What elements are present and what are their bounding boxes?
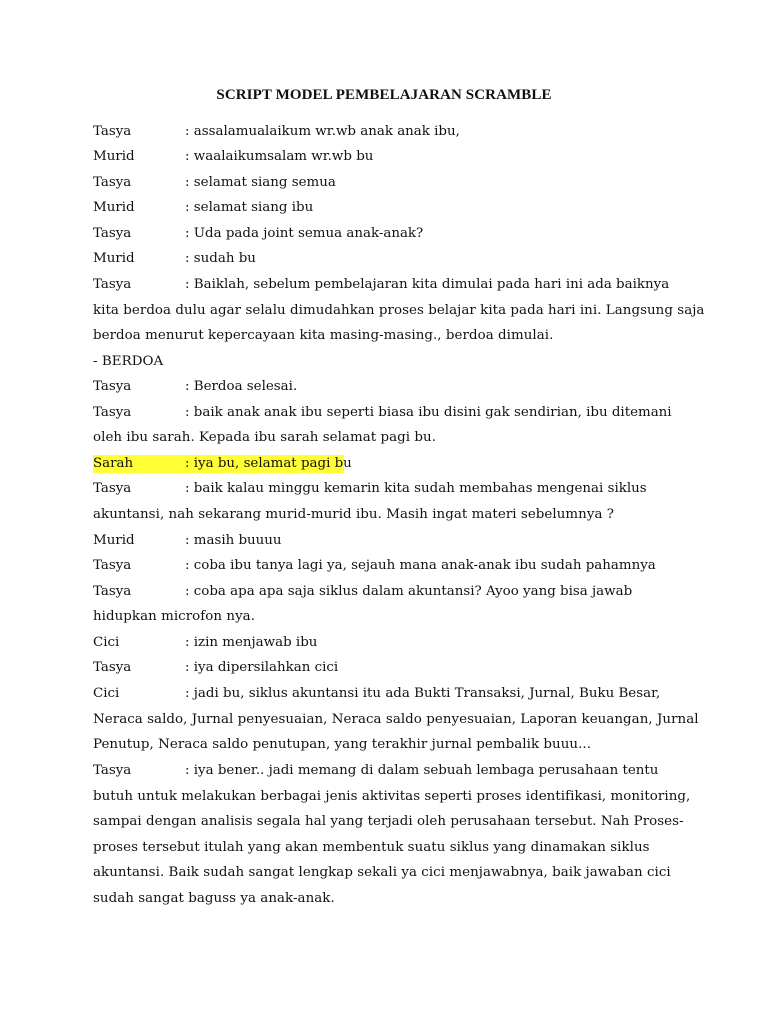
continuation-line: berdoa menurut kepercayaan kita masing-masing., berdoa dimulai.	[93, 328, 554, 343]
speaker-name: Murid	[93, 533, 135, 548]
speaker-name: Tasya	[93, 175, 132, 190]
speech-text: : coba ibu tanya lagi ya, sejauh mana anak-anak ibu sudah pahamnya	[185, 558, 656, 573]
continuation-line: sudah sangat baguss ya anak-anak.	[93, 891, 335, 906]
continuation-line: sampai dengan analisis segala hal yang terjadi oleh perusahaan tersebut. Nah Proses-	[93, 814, 684, 829]
speaker-name: Tasya	[93, 763, 132, 778]
document-title: SCRIPT MODEL PEMBELAJARAN SCRAMBLE	[216, 87, 552, 103]
speaker-name: Tasya	[93, 558, 132, 573]
speech-text: : iya bu, selamat pagi bu	[185, 456, 352, 471]
speaker-name: Tasya	[93, 277, 132, 292]
continuation-line: Neraca saldo, Jurnal penyesuaian, Neraca saldo penyesuaian, Laporan keuangan, Jurnal	[93, 712, 699, 727]
speech-text: : baik kalau minggu kemarin kita sudah membahas mengenai siklus	[185, 481, 647, 496]
speech-text: : baik anak anak ibu seperti biasa ibu disini gak sendirian, ibu ditemani	[185, 405, 672, 420]
speaker-name: Tasya	[93, 124, 132, 139]
speaker-name: Murid	[93, 149, 135, 164]
continuation-line: akuntansi, nah sekarang murid-murid ibu. Masih ingat materi sebelumnya ?	[93, 507, 615, 522]
speaker-name: Murid	[93, 200, 135, 215]
speech-text: : iya bener.. jadi memang di dalam sebuah lembaga perusahaan tentu	[185, 763, 659, 778]
speech-text: : Uda pada joint semua anak-anak?	[185, 226, 424, 241]
speech-text: : selamat siang semua	[185, 175, 336, 190]
speaker-name: Cici	[93, 635, 120, 650]
speech-text: : jadi bu, siklus akuntansi itu ada Bukti Transaksi, Jurnal, Buku Besar,	[185, 686, 661, 701]
speaker-name: Tasya	[93, 379, 132, 394]
speaker-name: Tasya	[93, 405, 132, 420]
continuation-line: Penutup, Neraca saldo penutupan, yang terakhir jurnal pembalik buuu...	[93, 737, 591, 752]
speaker-name: Murid	[93, 251, 135, 266]
speech-text: : masih buuuu	[185, 533, 282, 548]
continuation-line: akuntansi. Baik sudah sangat lengkap sekali ya cici menjawabnya, baik jawaban cici	[93, 865, 671, 880]
speaker-name: Tasya	[93, 584, 132, 599]
continuation-line: kita berdoa dulu agar selalu dimudahkan proses belajar kita pada hari ini. Langsung saja	[93, 303, 705, 318]
speech-text: : Berdoa selesai.	[185, 379, 298, 394]
speaker-name: Tasya	[93, 660, 132, 675]
continuation-line: oleh ibu sarah. Kepada ibu sarah selamat pagi bu.	[93, 430, 437, 445]
continuation-line: hidupkan microfon nya.	[93, 609, 256, 624]
speech-text: : coba apa apa saja siklus dalam akuntansi? Ayoo yang bisa jawab	[185, 584, 633, 599]
speaker-name: Cici	[93, 686, 120, 701]
speaker-name: Sarah	[93, 456, 134, 471]
speech-text: : assalamualaikum wr.wb anak anak ibu,	[185, 124, 460, 139]
dialogue-line-highlighted	[93, 455, 352, 473]
speech-text: : sudah bu	[185, 251, 256, 266]
speech-text: : selamat siang ibu	[185, 200, 314, 215]
speech-text: : Baiklah, sebelum pembelajaran kita dimulai pada hari ini ada baiknya	[185, 277, 670, 292]
speaker-name: Tasya	[93, 226, 132, 241]
stage-direction: - BERDOA	[93, 354, 164, 369]
speech-text: : iya dipersilahkan cici	[185, 660, 339, 675]
speech-text: : izin menjawab ibu	[185, 635, 318, 650]
speaker-name: Tasya	[93, 481, 132, 496]
continuation-line: proses tersebut itulah yang akan membentuk suatu siklus yang dinamakan siklus	[93, 840, 650, 855]
continuation-line: butuh untuk melakukan berbagai jenis aktivitas seperti proses identifikasi, monitoring,	[93, 789, 691, 804]
speech-text: : waalaikumsalam wr.wb bu	[185, 149, 374, 164]
